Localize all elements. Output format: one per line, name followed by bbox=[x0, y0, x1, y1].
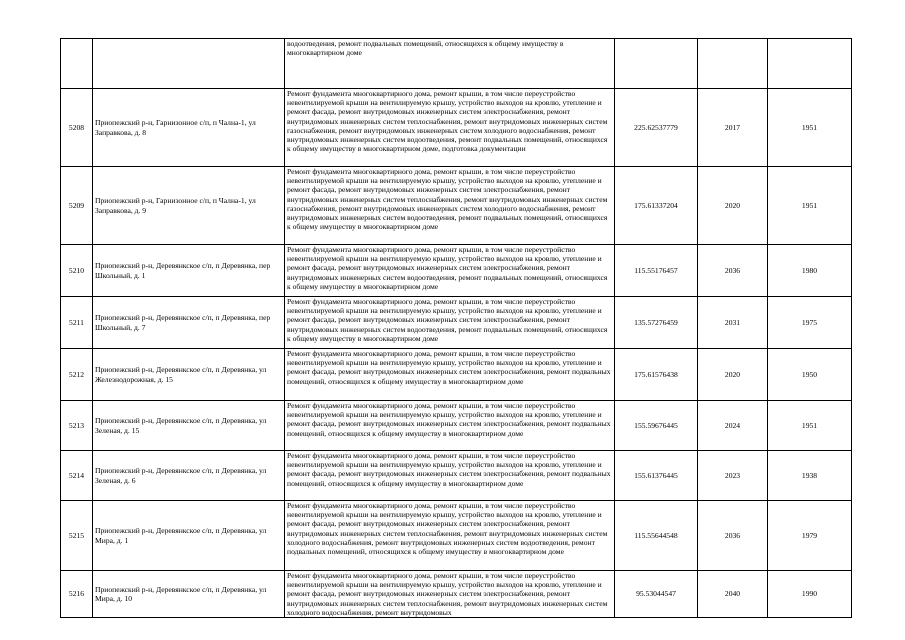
cost-cell: 95.53044547 bbox=[615, 571, 698, 618]
works-cell: водоотведения, ремонт подвальных помещений, относящихся к общему имуществу в многоквартирном доме bbox=[285, 39, 615, 89]
build-year-cell: 1980 bbox=[768, 245, 852, 297]
build-year-cell: 1951 bbox=[768, 167, 852, 245]
address-cell: Приопежский р-н, Деревянкское с/п, п Деревянка, пер Школьный, д. 7 bbox=[93, 297, 285, 349]
row-number-cell: 5212 bbox=[61, 349, 93, 401]
table-row bbox=[61, 245, 852, 297]
cost-cell: 175.61337204 bbox=[615, 167, 698, 245]
cost-cell: 115.55176457 bbox=[615, 245, 698, 297]
row-number-cell: 5215 bbox=[61, 501, 93, 571]
planned-year-cell: 2024 bbox=[698, 401, 768, 451]
works-cell: Ремонт фундамента многоквартирного дома, ремонт крыши, в том числе переустройство невентилируемой крыши на вентилируемую крышу, устройство выходов на кровлю, утепление и ремонт фасада, ремонт внутридомовых инженерных систем электроснабжения, ремонт внутридомовых инженерных систем теплоснабжения, ремонт внутридомовых инженерных систем газоснабжения, ремонт внутридомовых инженерных систем холодного водоснабжения, ремонт внутридомовых инженерных систем водоотведения, ремонт подвальных помещений, относящихся к общему имуществу в многоквартирном доме bbox=[285, 167, 615, 245]
build-year-cell: 1938 bbox=[768, 451, 852, 501]
address-cell: Приопежский р-н, Гарнизонное с/п, п Чална-1, ул Заправкова, д. 8 bbox=[93, 89, 285, 167]
table-row bbox=[61, 349, 852, 401]
registry-table bbox=[60, 38, 852, 618]
row-number-cell: 5209 bbox=[61, 167, 93, 245]
table-row bbox=[61, 401, 852, 451]
planned-year-cell bbox=[698, 39, 768, 89]
build-year-cell: 1951 bbox=[768, 401, 852, 451]
address-cell: Приопежский р-н, Деревянкское с/п, п Деревянка, ул Железнодорожная, д. 15 bbox=[93, 349, 285, 401]
planned-year-cell: 2020 bbox=[698, 167, 768, 245]
address-cell: Приопежский р-н, Деревянкское с/п, п Деревянка, ул Мира, д. 10 bbox=[93, 571, 285, 618]
row-number-cell: 5211 bbox=[61, 297, 93, 349]
works-cell: Ремонт фундамента многоквартирного дома, ремонт крыши, в том числе переустройство невентилируемой крыши на вентилируемую крышу, устройство выходов на кровлю, утепление и ремонт фасада, ремонт внутридомовых инженерных систем электроснабжения, ремонт подвальных помещений, относящихся к общему имуществу в многоквартирном доме bbox=[285, 349, 615, 401]
cost-cell: 225.62537779 bbox=[615, 89, 698, 167]
table-row bbox=[61, 297, 852, 349]
build-year-cell bbox=[768, 39, 852, 89]
address-cell: Приопежский р-н, Деревянкское с/п, п Деревянка, ул Зеленая, д. 15 bbox=[93, 401, 285, 451]
address-cell: Приопежский р-н, Деревянкское с/п, п Деревянка, ул Зеленая, д. 6 bbox=[93, 451, 285, 501]
build-year-cell: 1951 bbox=[768, 89, 852, 167]
planned-year-cell: 2020 bbox=[698, 349, 768, 401]
table-row-continued bbox=[61, 39, 852, 89]
works-cell: Ремонт фундамента многоквартирного дома, ремонт крыши, в том числе переустройство невентилируемой крыши на вентилируемую крышу, устройство выходов на кровлю, утепление и ремонт фасада, ремонт внутридомовых инженерных систем электроснабжения, ремонт внутридомовых инженерных систем теплоснабжения, ремонт внутридомовых инженерных систем холодного водоснабжения, ремонт внутридомовых инженерных систем водоотведения, ремонт подвальных помещений, относящихся к общему имуществу в многоквартирном доме bbox=[285, 501, 615, 571]
registry-table-body bbox=[61, 39, 852, 618]
cost-cell: 155.59676445 bbox=[615, 401, 698, 451]
row-number-cell: 5213 bbox=[61, 401, 93, 451]
row-number-cell bbox=[61, 39, 93, 89]
address-cell: Приопежский р-н, Деревянкское с/п, п Деревянка, пер Школьный, д. 1 bbox=[93, 245, 285, 297]
table-row bbox=[61, 571, 852, 618]
row-number-cell: 5208 bbox=[61, 89, 93, 167]
works-cell: Ремонт фундамента многоквартирного дома, ремонт крыши, в том числе переустройство невентилируемой крыши на вентилируемую крышу, устройство выходов на кровлю, утепление и ремонт фасада, ремонт внутридомовых инженерных систем электроснабжения, ремонт внутридомовых инженерных систем теплоснабжения, ремонт внутридомовых инженерных систем холодного водоснабжения, ремонт внутридомовых bbox=[285, 571, 615, 618]
build-year-cell: 1990 bbox=[768, 571, 852, 618]
table-row bbox=[61, 89, 852, 167]
works-cell: Ремонт фундамента многоквартирного дома, ремонт крыши, в том числе переустройство невентилируемой крыши на вентилируемую крышу, устройство выходов на кровлю, утепление и ремонт фасада, ремонт внутридомовых инженерных систем электроснабжения, ремонт внутридомовых инженерных систем теплоснабжения, ремонт внутридомовых инженерных систем газоснабжения, ремонт внутридомовых инженерных систем холодного водоснабжения, ремонт внутридомовых инженерных систем водоотведения, ремонт подвальных помещений, относящихся к общему имуществу в многоквартирном доме, подготовка документации bbox=[285, 89, 615, 167]
cost-cell: 135.57276459 bbox=[615, 297, 698, 349]
table-row bbox=[61, 501, 852, 571]
planned-year-cell: 2036 bbox=[698, 501, 768, 571]
works-cell: Ремонт фундамента многоквартирного дома, ремонт крыши, в том числе переустройство невентилируемой крыши на вентилируемую крышу, устройство выходов на кровлю, утепление и ремонт фасада, ремонт внутридомовых инженерных систем электроснабжения, ремонт подвальных помещений, относящихся к общему имуществу в многоквартирном доме bbox=[285, 401, 615, 451]
cost-cell: 115.55644548 bbox=[615, 501, 698, 571]
works-cell: Ремонт фундамента многоквартирного дома, ремонт крыши, в том числе переустройство невентилируемой крыши на вентилируемую крышу, устройство выходов на кровлю, утепление и ремонт фасада, ремонт внутридомовых инженерных систем электроснабжения, ремонт внутридомовых инженерных систем водоотведения, ремонт подвальных помещений, относящихся к общему имуществу в многоквартирном доме bbox=[285, 297, 615, 349]
planned-year-cell: 2040 bbox=[698, 571, 768, 618]
build-year-cell: 1950 bbox=[768, 349, 852, 401]
works-cell: Ремонт фундамента многоквартирного дома, ремонт крыши, в том числе переустройство невентилируемой крыши на вентилируемую крышу, устройство выходов на кровлю, утепление и ремонт фасада, ремонт внутридомовых инженерных систем электроснабжения, ремонт подвальных помещений, относящихся к общему имуществу в многоквартирном доме bbox=[285, 451, 615, 501]
planned-year-cell: 2017 bbox=[698, 89, 768, 167]
planned-year-cell: 2031 bbox=[698, 297, 768, 349]
row-number-cell: 5214 bbox=[61, 451, 93, 501]
address-cell bbox=[93, 39, 285, 89]
works-cell: Ремонт фундамента многоквартирного дома, ремонт крыши, в том числе переустройство невентилируемой крыши на вентилируемую крышу, устройство выходов на кровлю, утепление и ремонт фасада, ремонт внутридомовых инженерных систем электроснабжения, ремонт внутридомовых инженерных систем водоотведения, ремонт подвальных помещений, относящихся к общему имуществу в многоквартирном доме bbox=[285, 245, 615, 297]
address-cell: Приопежский р-н, Гарнизонное с/п, п Чална-1, ул Заправкова, д. 9 bbox=[93, 167, 285, 245]
table-row bbox=[61, 451, 852, 501]
planned-year-cell: 2023 bbox=[698, 451, 768, 501]
build-year-cell: 1979 bbox=[768, 501, 852, 571]
address-cell: Приопежский р-н, Деревянкское с/п, п Деревянка, ул Мира, д. 1 bbox=[93, 501, 285, 571]
row-number-cell: 5210 bbox=[61, 245, 93, 297]
cost-cell: 155.61376445 bbox=[615, 451, 698, 501]
table-row bbox=[61, 167, 852, 245]
planned-year-cell: 2036 bbox=[698, 245, 768, 297]
build-year-cell: 1975 bbox=[768, 297, 852, 349]
cost-cell: 175.61576438 bbox=[615, 349, 698, 401]
cost-cell bbox=[615, 39, 698, 89]
row-number-cell: 5216 bbox=[61, 571, 93, 618]
